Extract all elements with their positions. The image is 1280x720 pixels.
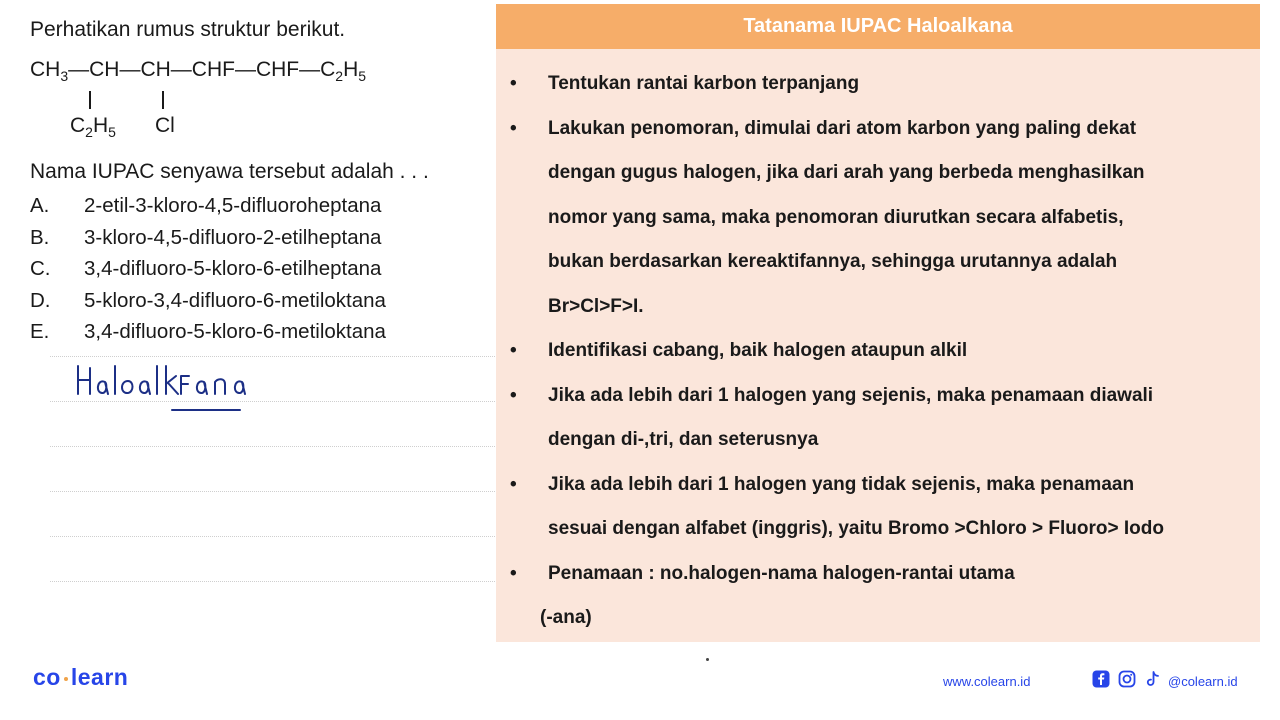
formula-main-chain: $CH_3—CH—CH—CHF—CHF—C_2H_5$ [30, 58, 367, 84]
bullet-icon: • [510, 73, 517, 94]
rule-item: • Identifikasi cabang, baik halogen ataupun alkil [496, 329, 1260, 374]
answer-options [30, 194, 386, 352]
formula-branch-ethyl: $C_2H_5$ [70, 114, 116, 140]
bullet-icon: • [510, 562, 517, 584]
option-e: E. 3,4-difluoro-5-kloro-6-metiloktana [30, 320, 386, 343]
rule-item: • Lakukan penomoran, dimulai dari atom karbon yang paling dekat dengan gugus halogen, jika dari arah yang berbeda menghasilkan nomor yang sama, maka penomoran diurutkan secara alfabetis, bukan berdasarkan kereaktifannya, sehingga urutannya adalah Br>Cl>F>I. [496, 107, 1260, 330]
logo-dot-icon [64, 677, 68, 681]
rule-item: • Tentukan rantai karbon terpanjang [496, 62, 1260, 107]
option-d: D. 5-kloro-3,4-difluoro-6-metiloktana [30, 288, 386, 312]
bond-line [162, 91, 164, 109]
rules-panel [496, 4, 1260, 642]
question-prompt: Nama IUPAC senyawa tersebut adalah . . . [30, 160, 429, 183]
rule-item: • Penamaan : no.halogen-nama halogen-rantai utama (-ana) [496, 552, 1260, 641]
question-intro: Perhatikan rumus struktur berikut. [30, 18, 346, 41]
svg-text:Haloalkana: Haloalkana [72, 358, 78, 359]
option-a: A. 2-etil-3-kloro-4,5-difluoroheptana [30, 194, 382, 217]
option-c: C. 3,4-difluoro-5-kloro-6-etilheptana [30, 257, 382, 280]
rule-list [496, 62, 1260, 641]
option-b: B. 3-kloro-4,5-difluoro-2-etilheptana [30, 225, 382, 249]
facebook-icon[interactable] [1092, 670, 1110, 688]
social-handle[interactable]: @colearn.id [1168, 674, 1238, 689]
panel-title: Tatanama IUPAC Haloalkana [496, 4, 1260, 49]
rule-item: • Jika ada lebih dari 1 halogen yang sejenis, maka penamaan diawali dengan di-,tri, dan seterusnya [496, 374, 1260, 463]
bond-line [89, 91, 91, 109]
rule-item: • Jika ada lebih dari 1 halogen yang tidak sejenis, maka penamaan sesuai dengan alfabet (inggris), yaitu Bromo >Chloro > Fluoro> Iodo [496, 463, 1260, 552]
bullet-icon: • [510, 117, 517, 139]
stray-dot [706, 658, 709, 661]
handwritten-note-haloalkana [72, 358, 262, 428]
website-link[interactable]: www.colearn.id [943, 674, 1031, 689]
bullet-icon: • [510, 340, 517, 361]
formula-branch-chloro: Cl [155, 114, 175, 137]
bullet-icon: • [510, 384, 517, 406]
instagram-icon[interactable] [1118, 670, 1136, 688]
colearn-logo: co learn [33, 664, 129, 690]
bullet-icon: • [510, 473, 517, 495]
structural-formula [30, 56, 470, 146]
tiktok-icon[interactable] [1144, 670, 1162, 688]
